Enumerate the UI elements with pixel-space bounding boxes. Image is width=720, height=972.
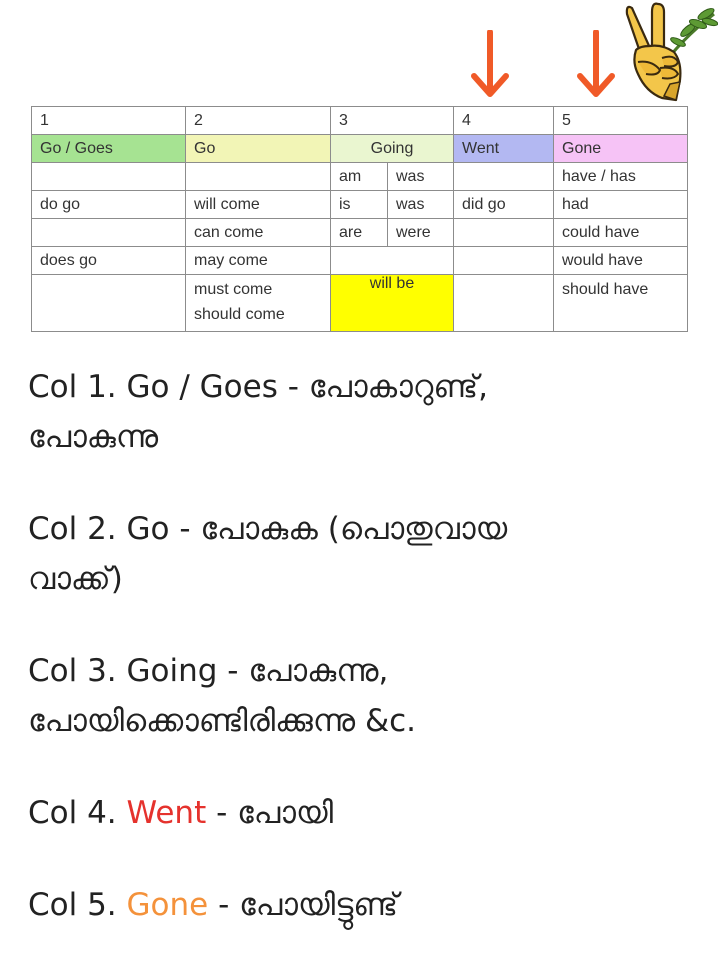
table-cell: could have xyxy=(554,219,688,247)
note-col-3: Col 3. Going - പോകുന്നു, പോയിക്കൊണ്ടിരിക്കുന്നു &c. xyxy=(28,653,417,739)
cell-line: must come xyxy=(194,281,273,298)
column-number-5: 5 xyxy=(554,107,688,135)
gone-word: Gone xyxy=(126,887,209,923)
table-cell xyxy=(32,219,186,247)
table-row xyxy=(32,247,688,275)
form-go-goes: Go / Goes xyxy=(32,135,186,163)
verb-forms-table xyxy=(31,106,688,332)
form-went: Went xyxy=(454,135,554,163)
table-cell: am xyxy=(331,163,388,191)
column-number-3: 3 xyxy=(331,107,454,135)
table-cell: did go xyxy=(454,191,554,219)
table-cell xyxy=(454,275,554,332)
table-cell xyxy=(186,275,331,332)
note-col-5: Col 5. Gone - പോയിട്ടുണ്ട് xyxy=(28,887,399,923)
table-cell: would have xyxy=(554,247,688,275)
table-cell xyxy=(32,163,186,191)
down-arrow-icon xyxy=(576,30,616,100)
table-cell: do go xyxy=(32,191,186,219)
column-explanations xyxy=(28,362,708,930)
table-cell xyxy=(331,247,454,275)
table-cell: is xyxy=(331,191,388,219)
table-cell: does go xyxy=(32,247,186,275)
table-cell: was xyxy=(388,163,454,191)
column-number-1: 1 xyxy=(32,107,186,135)
note-col-4: Col 4. Went - പോയി xyxy=(28,795,334,831)
form-going: Going xyxy=(331,135,454,163)
table-row xyxy=(32,163,688,191)
note-col-1: Col 1. Go / Goes - പോകാറുണ്ട്, പോകുന്നു xyxy=(28,369,488,455)
form-gone: Gone xyxy=(554,135,688,163)
cell-line: should come xyxy=(194,306,285,323)
table-cell: should have xyxy=(554,275,688,332)
table-cell: will come xyxy=(186,191,331,219)
table-cell: was xyxy=(388,191,454,219)
table-row xyxy=(32,107,688,135)
table-cell: were xyxy=(388,219,454,247)
table-cell: can come xyxy=(186,219,331,247)
table-cell xyxy=(32,275,186,332)
note-col-2: Col 2. Go - പോകുക (പൊതുവായ വാക്ക്) xyxy=(28,511,508,597)
table-row xyxy=(32,219,688,247)
table-cell xyxy=(454,247,554,275)
table-row xyxy=(32,135,688,163)
table-cell: may come xyxy=(186,247,331,275)
form-will-be: will be xyxy=(331,275,454,332)
table-cell: have / has xyxy=(554,163,688,191)
column-number-2: 2 xyxy=(186,107,331,135)
table-row xyxy=(32,191,688,219)
form-go: Go xyxy=(186,135,331,163)
table-cell: had xyxy=(554,191,688,219)
table-cell: are xyxy=(331,219,388,247)
table-cell xyxy=(186,163,331,191)
column-number-4: 4 xyxy=(454,107,554,135)
went-word: Went xyxy=(126,795,207,831)
table-cell xyxy=(454,219,554,247)
table-cell xyxy=(454,163,554,191)
down-arrow-icon xyxy=(470,30,510,100)
victory-hand-with-olive-branch-icon xyxy=(618,0,718,102)
table-row xyxy=(32,275,688,332)
